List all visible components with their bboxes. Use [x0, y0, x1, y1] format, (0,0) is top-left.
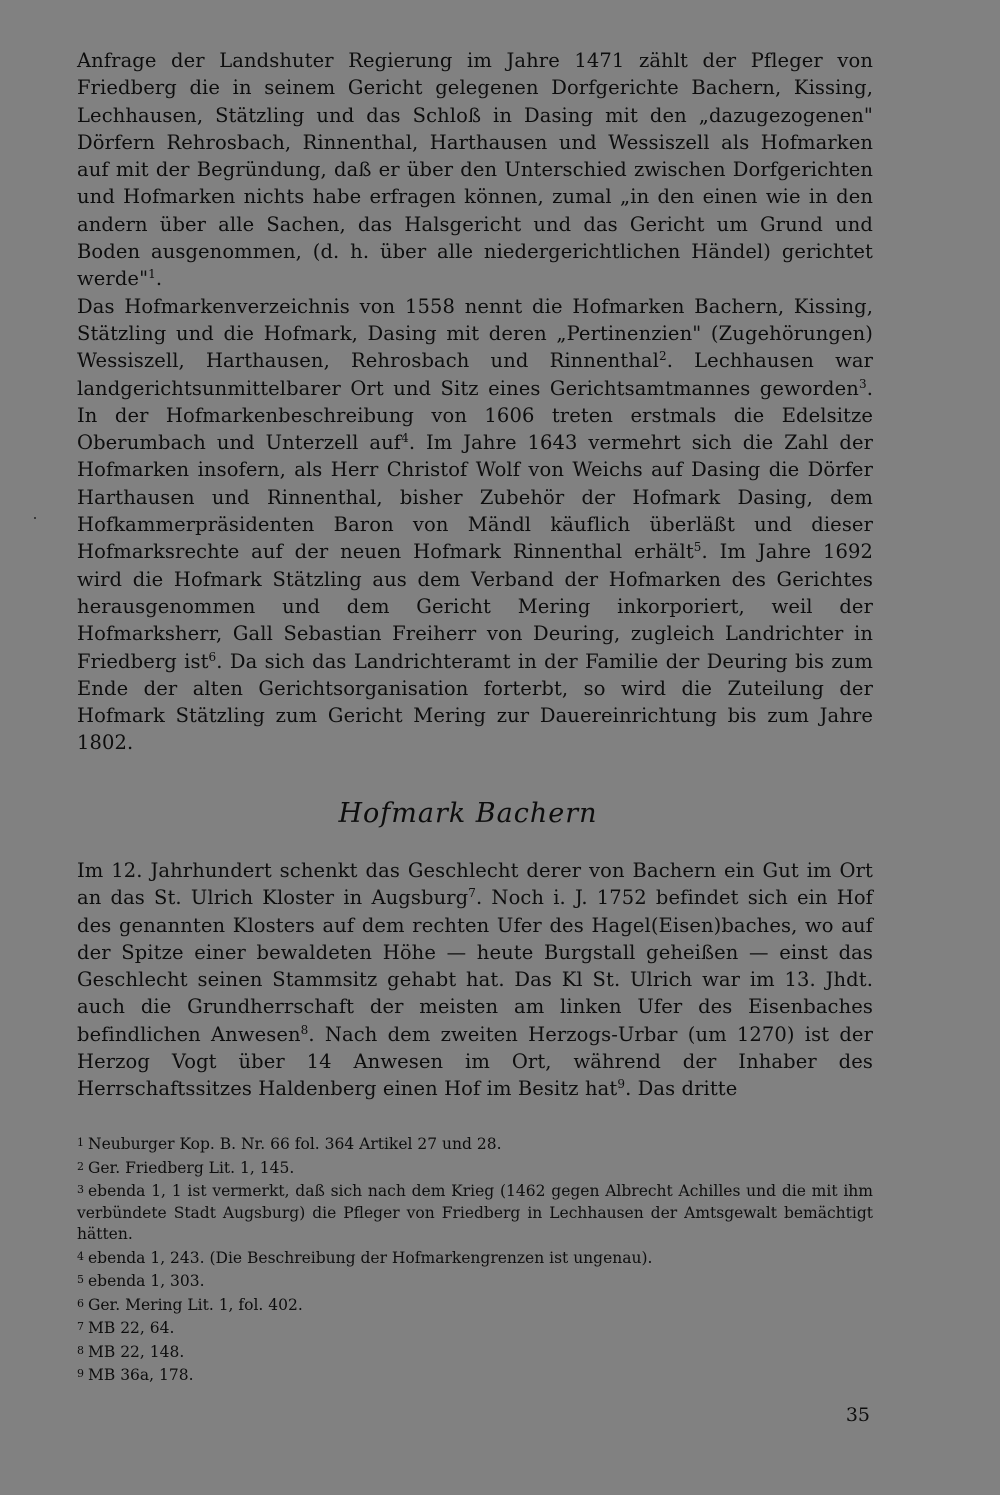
footnote-text: ebenda 1, 1 ist vermerkt, daß sich nach dem Krieg (1462 gegen Albrecht Achilles und die mit ihm verbündete Stadt Augsburg) die Pfleger von Friedberg in Lechhausen der Amtsgewalt bemächtigt hätten. [77, 1182, 873, 1243]
footnote-text: Ger. Friedberg Lit. 1, 145. [88, 1158, 295, 1177]
footnote-mark: 3 [77, 1183, 84, 1196]
footnote-8 [77, 1340, 873, 1364]
footnote-ref-6[interactable]: 6 [208, 649, 217, 664]
text-run: . Noch i. J. 1752 befindet sich ein Hof des genannten Klosters auf dem rechten Ufer des Hagel(Eisen)baches, wo auf der Spitze einer bewaldeten Höhe — heute Burgstall geheißen — einst das Geschlecht seinen Stammsitz gehabt hat. Das Kl St. Ulrich war im 13. Jhdt. auch die Grundherrschaft der meisten am linken Ufer des Eisenbaches befindlichen Anwesen [77, 886, 873, 1046]
footnote-mark: 9 [77, 1367, 84, 1380]
footnote-ref-3[interactable]: 3 [858, 376, 867, 391]
footnote-ref-2[interactable]: 2 [658, 349, 667, 364]
text-run: . Das dritte [625, 1077, 738, 1101]
footnote-5 [77, 1269, 873, 1293]
footnote-mark: 5 [77, 1273, 84, 1286]
paragraph-hofmarkenverzeichnis [77, 293, 873, 757]
footnote-text: Neuburger Kop. B. Nr. 66 fol. 364 Artikel 27 und 28. [88, 1135, 502, 1153]
footnote-ref-1[interactable]: 1 [148, 267, 156, 282]
text-run: . Lechhausen war landgerichtsunmittelbarer Ort und Sitz eines Gerichtsamtmannes geworden [77, 349, 874, 400]
footnote-9 [77, 1363, 873, 1387]
text-run: . Im Jahre 1692 wird die Hofmark Stätzling aus dem Verband der Hofmarken des Gerichtes herausgenommen und dem Gericht Mering inkorporiert, weil der Hofmarksherr, Gall Sebastian Freiherr von Deuring, zugleich Landrichter in Friedberg ist [77, 540, 873, 673]
footnote-ref-7[interactable]: 7 [468, 886, 476, 901]
footnote-ref-5[interactable]: 5 [693, 540, 702, 555]
footnote-mark: 8 [77, 1343, 84, 1357]
footnote-mark: 6 [77, 1296, 84, 1310]
footnote-ref-4[interactable]: 4 [401, 431, 409, 446]
paragraph-regierung-anfrage [77, 47, 873, 293]
footnote-mark: 7 [77, 1320, 84, 1333]
body-text-top [77, 47, 873, 757]
text-run: . In der Hofmarkenbeschreibung von 1606 treten erstmals die Edelsitze Oberumbach und Unterzell auf [77, 376, 873, 455]
text-run: . Nach dem zweiten Herzogs-Urbar (um 1270) ist der Herzog Vogt über 14 Anwesen im Ort, während der Inhaber des Herrschaftssitzes Haldenberg einen Hof im Besitz hat [77, 1022, 873, 1101]
text-run: Im 12. Jahrhundert schenkt das Geschlecht derer von Bachern ein Gut im Ort an das St. Ulrich Kloster in Augsburg [77, 859, 873, 910]
footnote-text: ebenda 1, 243. (Die Beschreibung der Hofmarkengrenzen ist ungenau). [88, 1248, 653, 1267]
footnote-ref-9[interactable]: 9 [617, 1077, 626, 1092]
paragraph-bachern [77, 857, 873, 1103]
text-run: Anfrage der Landshuter Regierung im Jahre 1471 zählt der Pfleger von Friedberg die in seinem Gericht gelegenen Dorfgerichte Bachern, Kissing, Lechhausen, Stätzling und das Schloß in Dasing mit den „dazugezogenen" Dörfern Rehrosbach, Rinnenthal, Harthausen und Wessiszell als Hofmarken auf mit der Begründung, daß er über den Unterschied zwischen Dorfgerichten und Hofmarken nichts habe erfragen können, zumal „in den einen wie in den andern über alle Sachen, das Halsgericht und das Gericht um Grund und Boden ausgenommen, (d. h. über alle niedergerichtlichen Händel) gerichtet werde" [77, 49, 873, 291]
footnote-ref-8[interactable]: 8 [300, 1022, 309, 1037]
footnotes [77, 1132, 873, 1387]
text-run: . Da sich das Landrichteramt in der Familie der Deuring bis zum Ende der alten Gerichtsorganisation forterbt, so wird die Zuteilung der Hofmark Stätzling zum Gericht Mering zur Dauereinrichtung bis zum Jahre 1802. [77, 649, 873, 755]
footnote-3 [77, 1179, 873, 1246]
body-text-bachern [77, 857, 873, 1103]
footnote-1 [77, 1132, 873, 1156]
footnote-text: Ger. Mering Lit. 1, fol. 402. [88, 1295, 303, 1314]
section-heading: Hofmark Bachern [338, 798, 598, 829]
footnote-text: ebenda 1, 303. [88, 1272, 205, 1290]
text-run: . [155, 267, 163, 291]
text-run: . Im Jahre 1643 vermehrt sich die Zahl der Hofmarken insofern, als Herr Christof Wolf von Weichs auf Dasing die Dörfer Harthausen und Rinnenthal, bisher Zubehör der Hofmark Dasing, dem Hofkammerpräsidenten Baron von Mändl käuflich überläßt und dieser Hofmarksrechte auf der neuen Hofmark Rinnenthal erhält [77, 431, 874, 564]
footnote-mark: 4 [77, 1249, 84, 1263]
text-run: Das Hofmarkenverzeichnis von 1558 nennt die Hofmarken Bachern, Kissing, Stätzling und die Hofmark, Dasing mit deren „Pertinenzien" (Zugehörungen) Wessiszell, Harthausen, Rehrosbach und Rinnenthal [77, 294, 873, 373]
page-number: 35 [845, 1404, 870, 1426]
footnote-text: MB 22, 64. [88, 1319, 175, 1337]
footnote-mark: 2 [77, 1159, 84, 1173]
footnote-4 [77, 1246, 873, 1270]
footnote-7 [77, 1316, 873, 1340]
scan-speck [34, 517, 36, 519]
footnote-2 [77, 1156, 873, 1180]
footnote-text: MB 22, 148. [88, 1342, 185, 1361]
footnote-mark: 1 [77, 1136, 84, 1149]
footnote-6 [77, 1293, 873, 1317]
footnote-text: MB 36a, 178. [88, 1366, 194, 1384]
